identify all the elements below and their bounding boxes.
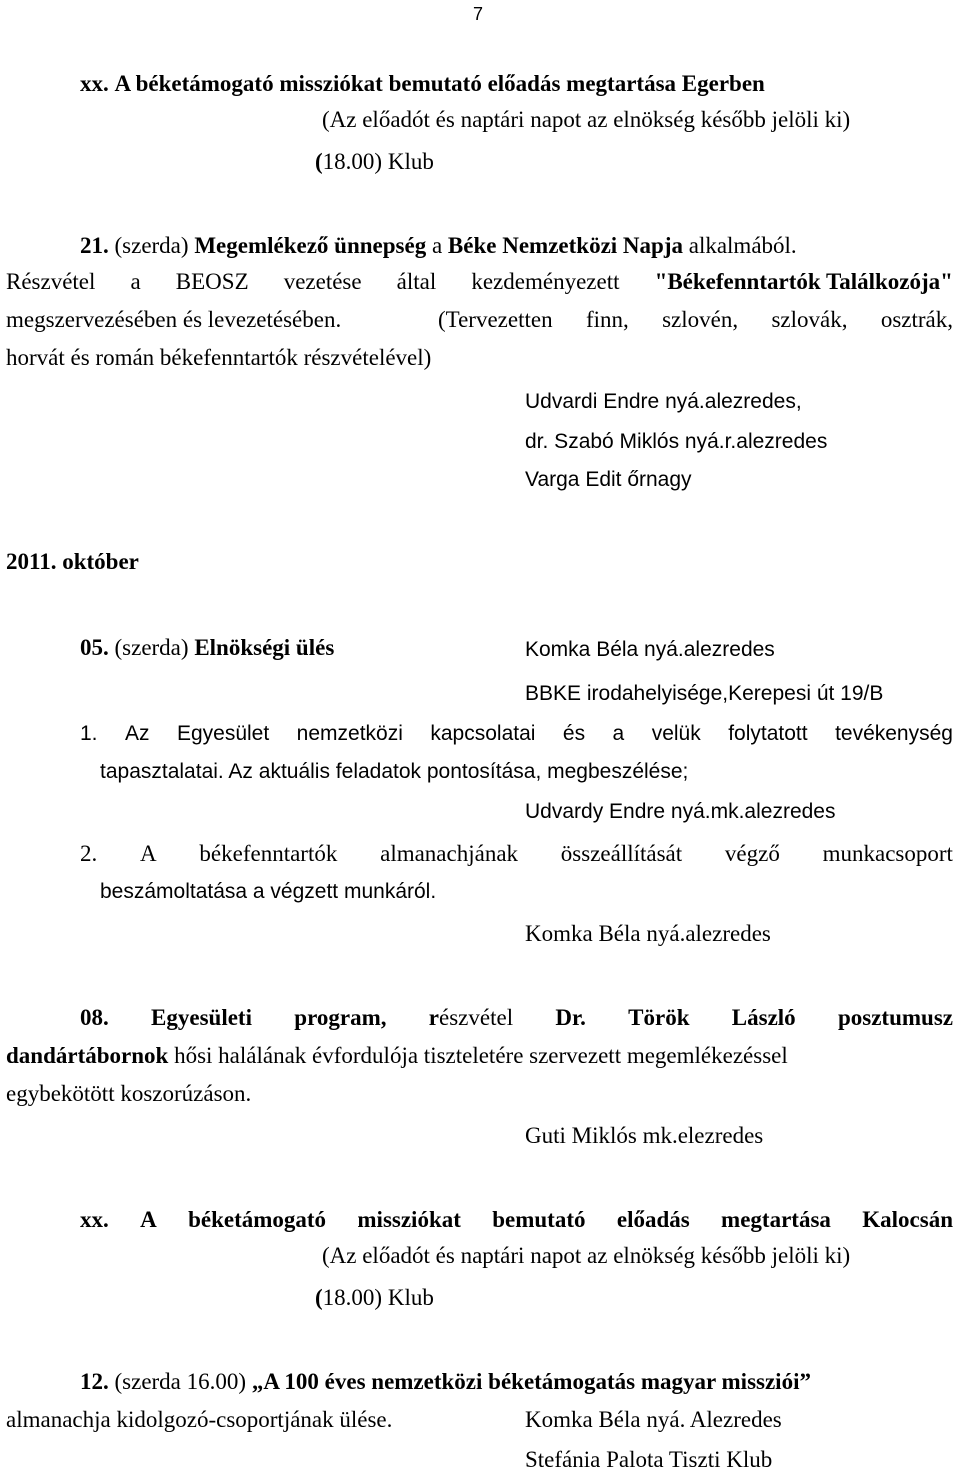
event-title: A béketámogató missziókat bemutató előadás megtartása Egerben: [114, 71, 765, 96]
board-meeting-line: 05. (szerda) Elnökségi ülés: [80, 635, 335, 660]
responsible-1: Udvardi Endre nyá.alezredes,: [525, 390, 802, 413]
agenda-item-1-responsible: Udvardy Endre nyá.mk.alezredes: [525, 800, 836, 823]
participants-text: horvát és román békefenntartók részvételével): [6, 345, 432, 370]
event-kalocsan-time: (18.00) Klub: [315, 1285, 434, 1310]
participation-line: Részvétel a BEOSZ vezetése által kezdeményezett "Békefenntartók Találkozója": [6, 269, 953, 294]
agenda-item-2: 2. A békefenntartók almanachjának összeállítását végző munkacsoport: [80, 841, 953, 866]
responsible-3: Varga Edit őrnagy: [525, 468, 692, 491]
board-meeting-location: BBKE irodahelyisége,Kerepesi út 19/B: [525, 682, 884, 705]
event-number: xx.: [80, 71, 109, 96]
agenda-item-1: 1. Az Egyesület nemzetközi kapcsolatai és a velük folytatott tevékenység: [80, 722, 953, 745]
memorial-line: 08. Egyesületi program, részvétel Dr. Török László posztumusz: [80, 1005, 953, 1030]
responsible-2: dr. Szabó Miklós nyá.r.alezredes: [525, 430, 828, 453]
event-time: (18.00) Klub: [315, 149, 434, 174]
organization-text: megszervezésében és levezetésében.: [6, 307, 342, 332]
event-note: (Az előadót és naptári napot az elnökség később jelöli ki): [322, 107, 851, 132]
memorial-line-2: dandártábornok hősi halálának évfordulója tiszteletére szervezett megemlékezéssel: [6, 1043, 788, 1068]
event-kalocsan-note: (Az előadót és naptári napot az elnökség később jelöli ki): [322, 1243, 851, 1268]
almanac-meeting-line: 12. (szerda 16.00) „A 100 éves nemzetközi béketámogatás magyar missziói”: [80, 1369, 811, 1394]
event-peace-day-line: 21. (szerda) Megemlékező ünnepség a Béke Nemzetközi Napja alkalmából.: [80, 233, 797, 258]
almanac-meeting-responsible: Komka Béla nyá. Alezredes: [525, 1407, 782, 1432]
page-number: 7: [473, 4, 484, 24]
memorial-responsible: Guti Miklós mk.elezredes: [525, 1123, 764, 1148]
memorial-line-3: egybekötött koszorúzáson.: [6, 1081, 252, 1106]
event-kalocsan-line: xx. A béketámogató missziókat bemutató előadás megtartása Kalocsán: [80, 1207, 953, 1232]
event-egerben-line: [80, 70, 765, 98]
month-heading: 2011. október: [6, 549, 139, 574]
almanac-meeting-location: Stefánia Palota Tiszti Klub: [525, 1447, 773, 1472]
almanac-meeting-line-2: almanachja kidolgozó-csoportjának ülése.: [6, 1407, 393, 1432]
planned-participants: (Tervezetten finn, szlovén, szlovák, osztrák,: [438, 307, 953, 332]
agenda-item-1-cont: tapasztalatai. Az aktuális feladatok pontosítása, megbeszélése;: [100, 760, 689, 783]
agenda-item-2-cont: beszámoltatása a végzett munkáról.: [100, 880, 437, 903]
agenda-item-2-responsible: Komka Béla nyá.alezredes: [525, 921, 771, 946]
board-meeting-responsible: Komka Béla nyá.alezredes: [525, 638, 775, 661]
